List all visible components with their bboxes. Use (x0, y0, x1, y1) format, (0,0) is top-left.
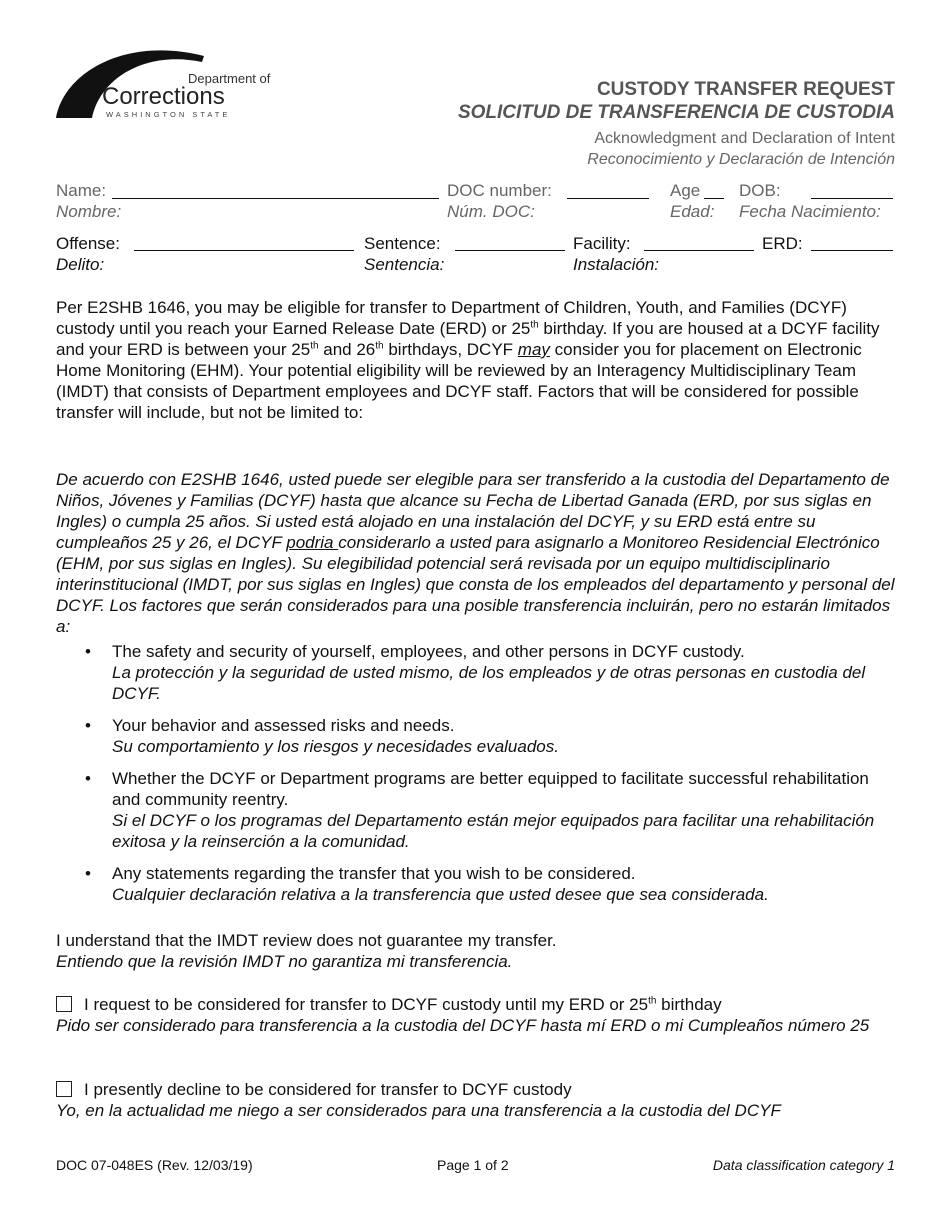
intro-paragraph-es: De acuerdo con E2SHB 1646, usted puede ser elegible para ser transferido a la custodia del Departamento de Niños, Jóvenes y Familias (DCYF) hasta que alcance su Fecha de Libertad Ganada (ERD, por sus siglas en Ingles) o cumpla 25 años. Si usted está alojado en una instalación del DCYF, y su ERD está entre su cumpleaños 25 y 26, el DCYF podria considerarlo a usted para asignarlo a Monitoreo Residencial Electrónico (EHM, por sus siglas en Ingles). Su elegibilidad potencial será revisada por un equipo multidisciplinario interinstitucional (IMDT, por sus siglas en Ingles) que consta de los empleados del departamento y personal del DCYF. Los factores que serán considerados para una posible transferencia incluirán, pero no estarán limitados a: (56, 470, 895, 636)
name-field[interactable] (112, 198, 439, 199)
option-request: I request to be considered for transfer to DCYF custody until my ERD or 25th birthday Pido ser considerado para transferencia a la custodia del DCYF hasta mí ERD o mi Cumpleaños número 25 (56, 995, 870, 1035)
decline-checkbox[interactable] (56, 1081, 72, 1097)
offense-field[interactable] (134, 250, 354, 251)
erd-field[interactable] (811, 250, 893, 251)
title-block (458, 78, 895, 170)
logo-corrections: Corrections (102, 83, 225, 110)
sentence-label-es: Sentencia: (364, 255, 445, 274)
list-item: • Your behavior and assessed risks and needs. Su comportamiento y los riesgos y necesidades evaluados. (85, 716, 559, 756)
offense-label: Offense: (56, 234, 120, 253)
request-checkbox[interactable] (56, 996, 72, 1012)
facility-field[interactable] (644, 250, 754, 251)
logo-department: Department of (188, 71, 271, 86)
dob-field[interactable] (811, 198, 893, 199)
doc-number-label-es: Núm. DOC: (447, 202, 535, 221)
subtitle-spanish: Reconocimiento y Declaración de Intención (587, 151, 895, 168)
dob-label: DOB: (739, 181, 781, 200)
dob-label-es: Fecha Nacimiento: (739, 202, 881, 221)
sentence-label: Sentence: (364, 234, 441, 253)
name-label: Name: (56, 181, 107, 200)
bullet-icon: • (85, 642, 91, 661)
bullet-icon: • (85, 769, 91, 788)
title-spanish: SOLICITUD DE TRANSFERENCIA DE CUSTODIA (457, 102, 895, 123)
name-label-es: Nombre: (56, 202, 122, 221)
doc-number-field[interactable] (567, 198, 649, 199)
understanding-statement: I understand that the IMDT review does not guarantee my transfer. Entiendo que la revisión IMDT no garantiza mi transferencia. (56, 931, 557, 971)
option-decline: I presently decline to be considered for transfer to DCYF custody Yo, en la actualidad me niego a ser considerados para una transferencia a la custodia del DCYF (56, 1080, 781, 1120)
bullet-icon: • (85, 716, 91, 735)
list-item: • The safety and security of yourself, employees, and other persons in DCYF custody. La protección y la seguridad de usted mismo, de los empleados y de otras personas en custodia del DCYF. (85, 642, 866, 703)
page-number: Page 1 of 2 (437, 1157, 509, 1173)
factors-list (85, 641, 885, 905)
form-number: DOC 07-048ES (Rev. 12/03/19) (56, 1157, 253, 1173)
subtitle-english: Acknowledgment and Declaration of Intent (594, 130, 895, 147)
bullet-icon: • (85, 864, 91, 883)
sentence-field[interactable] (455, 250, 565, 251)
erd-label: ERD: (762, 234, 803, 253)
facility-label-es: Instalación: (573, 255, 659, 274)
doc-logo (56, 42, 271, 122)
intro-paragraph-en: Per E2SHB 1646, you may be eligible for transfer to Department of Children, Youth, and Families (DCYF) custody until you reach your Earned Release Date (ERD) or 25th birthday. If you are housed at a DCYF facility and your ERD is between your 25th and 26th birthdays, DCYF may consider you for placement on Electronic Home Monitoring (EHM). Your potential eligibility will be reviewed by an Interagency Multidisciplinary Team (IMDT) that consists of Department employees and DCYF staff. Factors that will be considered for possible transfer will include, but not be limited to: (56, 298, 880, 422)
list-item: • Whether the DCYF or Department programs are better equipped to facilitate successful rehabilitation and community reentry. Si el DCYF o los programas del Departamento están mejor equipados para facilitar una rehabilitación exitosa y la reinserción a la comunidad. (85, 769, 875, 851)
logo-state: WASHINGTON STATE (106, 110, 231, 119)
facility-label: Facility: (573, 234, 631, 253)
age-label-es: Edad: (670, 202, 715, 221)
title-english: CUSTODY TRANSFER REQUEST (596, 79, 895, 100)
doc-number-label: DOC number: (447, 181, 552, 200)
age-label: Age (670, 181, 701, 200)
age-field[interactable] (704, 198, 724, 199)
offense-label-es: Delito: (56, 255, 105, 274)
data-classification: Data classification category 1 (712, 1157, 895, 1173)
list-item: • Any statements regarding the transfer that you wish to be considered. Cualquier declaración relativa a la transferencia que usted desee que sea considerada. (85, 864, 769, 904)
